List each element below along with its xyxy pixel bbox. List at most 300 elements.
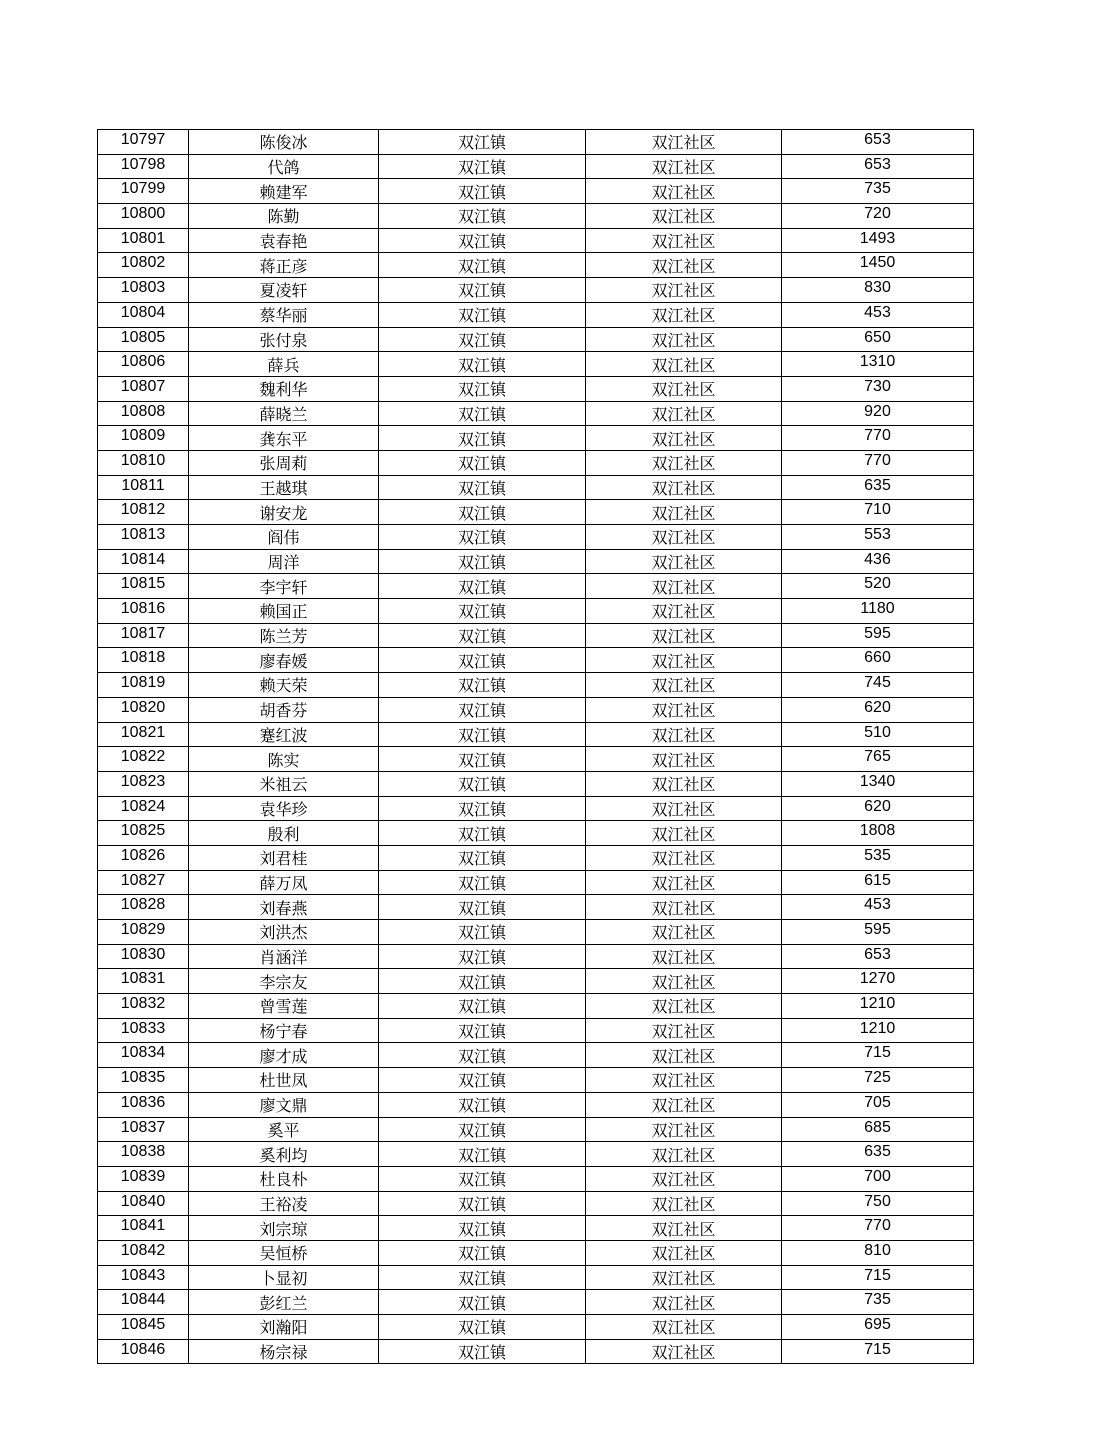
cell-community: 双江社区 bbox=[586, 944, 782, 969]
table-row bbox=[98, 1290, 974, 1315]
cell-id: 10805 bbox=[98, 327, 189, 352]
cell-town: 双江镇 bbox=[379, 426, 586, 451]
table-row bbox=[98, 1142, 974, 1167]
cell-name: 奚利均 bbox=[189, 1142, 379, 1167]
cell-id: 10836 bbox=[98, 1092, 189, 1117]
cell-community: 双江社区 bbox=[586, 1166, 782, 1191]
table-row bbox=[98, 228, 974, 253]
cell-community: 双江社区 bbox=[586, 648, 782, 673]
cell-community: 双江社区 bbox=[586, 1216, 782, 1241]
table-row bbox=[98, 599, 974, 624]
cell-id: 10802 bbox=[98, 253, 189, 278]
cell-town: 双江镇 bbox=[379, 228, 586, 253]
cell-community: 双江社区 bbox=[586, 549, 782, 574]
cell-id: 10839 bbox=[98, 1166, 189, 1191]
cell-id: 10826 bbox=[98, 845, 189, 870]
table-row bbox=[98, 154, 974, 179]
cell-amount: 436 bbox=[782, 549, 974, 574]
cell-town: 双江镇 bbox=[379, 450, 586, 475]
cell-amount: 1340 bbox=[782, 771, 974, 796]
table-row bbox=[98, 796, 974, 821]
cell-town: 双江镇 bbox=[379, 1216, 586, 1241]
cell-id: 10797 bbox=[98, 130, 189, 155]
cell-community: 双江社区 bbox=[586, 228, 782, 253]
table-row bbox=[98, 1216, 974, 1241]
cell-town: 双江镇 bbox=[379, 1315, 586, 1340]
cell-name: 殷利 bbox=[189, 821, 379, 846]
cell-amount: 653 bbox=[782, 154, 974, 179]
cell-name: 王裕凌 bbox=[189, 1191, 379, 1216]
table-row bbox=[98, 549, 974, 574]
cell-community: 双江社区 bbox=[586, 895, 782, 920]
cell-name: 吴恒桥 bbox=[189, 1240, 379, 1265]
cell-amount: 705 bbox=[782, 1092, 974, 1117]
cell-community: 双江社区 bbox=[586, 450, 782, 475]
cell-amount: 770 bbox=[782, 1216, 974, 1241]
cell-id: 10840 bbox=[98, 1191, 189, 1216]
cell-amount: 715 bbox=[782, 1043, 974, 1068]
table-row bbox=[98, 1315, 974, 1340]
cell-id: 10834 bbox=[98, 1043, 189, 1068]
table-row bbox=[98, 747, 974, 772]
cell-community: 双江社区 bbox=[586, 204, 782, 229]
cell-community: 双江社区 bbox=[586, 426, 782, 451]
cell-town: 双江镇 bbox=[379, 673, 586, 698]
cell-name: 刘春燕 bbox=[189, 895, 379, 920]
table-row bbox=[98, 673, 974, 698]
cell-name: 刘君桂 bbox=[189, 845, 379, 870]
cell-id: 10828 bbox=[98, 895, 189, 920]
cell-id: 10842 bbox=[98, 1240, 189, 1265]
cell-amount: 650 bbox=[782, 327, 974, 352]
table-row bbox=[98, 994, 974, 1019]
cell-id: 10806 bbox=[98, 352, 189, 377]
cell-amount: 1493 bbox=[782, 228, 974, 253]
cell-amount: 720 bbox=[782, 204, 974, 229]
cell-amount: 920 bbox=[782, 401, 974, 426]
cell-name: 陈实 bbox=[189, 747, 379, 772]
cell-name: 谢安龙 bbox=[189, 500, 379, 525]
table-row bbox=[98, 525, 974, 550]
cell-community: 双江社区 bbox=[586, 697, 782, 722]
cell-amount: 695 bbox=[782, 1315, 974, 1340]
table-row bbox=[98, 1117, 974, 1142]
cell-name: 廖文鼎 bbox=[189, 1092, 379, 1117]
cell-id: 10823 bbox=[98, 771, 189, 796]
cell-community: 双江社区 bbox=[586, 1092, 782, 1117]
cell-id: 10810 bbox=[98, 450, 189, 475]
cell-name: 刘洪杰 bbox=[189, 920, 379, 945]
cell-amount: 1210 bbox=[782, 1018, 974, 1043]
cell-name: 曾雪莲 bbox=[189, 994, 379, 1019]
cell-name: 袁春艳 bbox=[189, 228, 379, 253]
cell-name: 蒋正彦 bbox=[189, 253, 379, 278]
cell-community: 双江社区 bbox=[586, 1142, 782, 1167]
cell-id: 10819 bbox=[98, 673, 189, 698]
cell-id: 10825 bbox=[98, 821, 189, 846]
cell-name: 赖国正 bbox=[189, 599, 379, 624]
cell-name: 蔡华丽 bbox=[189, 302, 379, 327]
cell-id: 10801 bbox=[98, 228, 189, 253]
cell-community: 双江社区 bbox=[586, 673, 782, 698]
cell-id: 10831 bbox=[98, 969, 189, 994]
cell-community: 双江社区 bbox=[586, 1117, 782, 1142]
cell-town: 双江镇 bbox=[379, 1142, 586, 1167]
table-row bbox=[98, 204, 974, 229]
cell-town: 双江镇 bbox=[379, 500, 586, 525]
cell-community: 双江社区 bbox=[586, 969, 782, 994]
cell-town: 双江镇 bbox=[379, 1068, 586, 1093]
cell-community: 双江社区 bbox=[586, 747, 782, 772]
cell-town: 双江镇 bbox=[379, 475, 586, 500]
cell-amount: 1450 bbox=[782, 253, 974, 278]
cell-name: 卜显初 bbox=[189, 1265, 379, 1290]
table-row bbox=[98, 944, 974, 969]
cell-town: 双江镇 bbox=[379, 525, 586, 550]
cell-amount: 715 bbox=[782, 1265, 974, 1290]
cell-amount: 715 bbox=[782, 1339, 974, 1364]
table-row bbox=[98, 722, 974, 747]
cell-community: 双江社区 bbox=[586, 278, 782, 303]
cell-town: 双江镇 bbox=[379, 376, 586, 401]
cell-community: 双江社区 bbox=[586, 771, 782, 796]
cell-community: 双江社区 bbox=[586, 327, 782, 352]
cell-community: 双江社区 bbox=[586, 599, 782, 624]
cell-name: 彭红兰 bbox=[189, 1290, 379, 1315]
cell-amount: 1310 bbox=[782, 352, 974, 377]
cell-community: 双江社区 bbox=[586, 475, 782, 500]
table-row bbox=[98, 1240, 974, 1265]
cell-id: 10804 bbox=[98, 302, 189, 327]
cell-community: 双江社区 bbox=[586, 130, 782, 155]
cell-community: 双江社区 bbox=[586, 796, 782, 821]
cell-name: 杜世凤 bbox=[189, 1068, 379, 1093]
table-row bbox=[98, 821, 974, 846]
cell-town: 双江镇 bbox=[379, 599, 586, 624]
cell-name: 张付泉 bbox=[189, 327, 379, 352]
cell-town: 双江镇 bbox=[379, 1166, 586, 1191]
cell-community: 双江社区 bbox=[586, 821, 782, 846]
cell-id: 10830 bbox=[98, 944, 189, 969]
table-row bbox=[98, 1092, 974, 1117]
cell-town: 双江镇 bbox=[379, 1240, 586, 1265]
cell-town: 双江镇 bbox=[379, 722, 586, 747]
cell-amount: 595 bbox=[782, 623, 974, 648]
table-row bbox=[98, 278, 974, 303]
table-row bbox=[98, 253, 974, 278]
cell-town: 双江镇 bbox=[379, 130, 586, 155]
cell-id: 10799 bbox=[98, 179, 189, 204]
cell-town: 双江镇 bbox=[379, 179, 586, 204]
cell-town: 双江镇 bbox=[379, 204, 586, 229]
cell-community: 双江社区 bbox=[586, 994, 782, 1019]
cell-town: 双江镇 bbox=[379, 549, 586, 574]
cell-amount: 1210 bbox=[782, 994, 974, 1019]
cell-id: 10803 bbox=[98, 278, 189, 303]
cell-name: 陈勤 bbox=[189, 204, 379, 229]
cell-amount: 660 bbox=[782, 648, 974, 673]
cell-town: 双江镇 bbox=[379, 920, 586, 945]
cell-id: 10846 bbox=[98, 1339, 189, 1364]
cell-name: 魏利华 bbox=[189, 376, 379, 401]
table-row bbox=[98, 1339, 974, 1364]
cell-name: 肖涵洋 bbox=[189, 944, 379, 969]
cell-amount: 1180 bbox=[782, 599, 974, 624]
cell-community: 双江社区 bbox=[586, 302, 782, 327]
cell-id: 10798 bbox=[98, 154, 189, 179]
cell-community: 双江社区 bbox=[586, 1043, 782, 1068]
cell-name: 夏凌轩 bbox=[189, 278, 379, 303]
cell-community: 双江社区 bbox=[586, 525, 782, 550]
cell-town: 双江镇 bbox=[379, 697, 586, 722]
cell-town: 双江镇 bbox=[379, 845, 586, 870]
cell-amount: 520 bbox=[782, 574, 974, 599]
cell-amount: 735 bbox=[782, 179, 974, 204]
table-row bbox=[98, 500, 974, 525]
cell-amount: 1270 bbox=[782, 969, 974, 994]
table-row bbox=[98, 327, 974, 352]
cell-name: 杨宗禄 bbox=[189, 1339, 379, 1364]
cell-amount: 510 bbox=[782, 722, 974, 747]
cell-name: 薛万凤 bbox=[189, 870, 379, 895]
cell-town: 双江镇 bbox=[379, 1290, 586, 1315]
cell-community: 双江社区 bbox=[586, 179, 782, 204]
cell-id: 10815 bbox=[98, 574, 189, 599]
cell-amount: 700 bbox=[782, 1166, 974, 1191]
cell-id: 10832 bbox=[98, 994, 189, 1019]
cell-id: 10807 bbox=[98, 376, 189, 401]
cell-amount: 453 bbox=[782, 302, 974, 327]
cell-town: 双江镇 bbox=[379, 895, 586, 920]
cell-town: 双江镇 bbox=[379, 1191, 586, 1216]
cell-community: 双江社区 bbox=[586, 401, 782, 426]
cell-name: 薛晓兰 bbox=[189, 401, 379, 426]
cell-name: 阎伟 bbox=[189, 525, 379, 550]
table-row bbox=[98, 920, 974, 945]
table-row bbox=[98, 648, 974, 673]
cell-town: 双江镇 bbox=[379, 1339, 586, 1364]
cell-community: 双江社区 bbox=[586, 574, 782, 599]
cell-community: 双江社区 bbox=[586, 920, 782, 945]
cell-community: 双江社区 bbox=[586, 1018, 782, 1043]
cell-community: 双江社区 bbox=[586, 352, 782, 377]
cell-id: 10821 bbox=[98, 722, 189, 747]
cell-town: 双江镇 bbox=[379, 1043, 586, 1068]
cell-amount: 830 bbox=[782, 278, 974, 303]
cell-id: 10811 bbox=[98, 475, 189, 500]
cell-town: 双江镇 bbox=[379, 1265, 586, 1290]
cell-community: 双江社区 bbox=[586, 623, 782, 648]
table-row bbox=[98, 771, 974, 796]
cell-id: 10845 bbox=[98, 1315, 189, 1340]
table-row bbox=[98, 376, 974, 401]
cell-amount: 620 bbox=[782, 697, 974, 722]
cell-amount: 620 bbox=[782, 796, 974, 821]
table-row bbox=[98, 130, 974, 155]
cell-name: 代鸽 bbox=[189, 154, 379, 179]
cell-town: 双江镇 bbox=[379, 401, 586, 426]
cell-community: 双江社区 bbox=[586, 1339, 782, 1364]
cell-name: 陈俊冰 bbox=[189, 130, 379, 155]
cell-name: 刘瀚阳 bbox=[189, 1315, 379, 1340]
cell-community: 双江社区 bbox=[586, 722, 782, 747]
table-row bbox=[98, 475, 974, 500]
table-row bbox=[98, 401, 974, 426]
cell-town: 双江镇 bbox=[379, 771, 586, 796]
cell-community: 双江社区 bbox=[586, 1265, 782, 1290]
cell-id: 10838 bbox=[98, 1142, 189, 1167]
cell-amount: 770 bbox=[782, 450, 974, 475]
cell-id: 10814 bbox=[98, 549, 189, 574]
cell-id: 10818 bbox=[98, 648, 189, 673]
table-row bbox=[98, 845, 974, 870]
table-row bbox=[98, 352, 974, 377]
cell-town: 双江镇 bbox=[379, 1117, 586, 1142]
cell-name: 米祖云 bbox=[189, 771, 379, 796]
cell-id: 10816 bbox=[98, 599, 189, 624]
table-row bbox=[98, 1191, 974, 1216]
cell-name: 刘宗琼 bbox=[189, 1216, 379, 1241]
cell-town: 双江镇 bbox=[379, 352, 586, 377]
cell-name: 赖建军 bbox=[189, 179, 379, 204]
cell-amount: 535 bbox=[782, 845, 974, 870]
cell-name: 周洋 bbox=[189, 549, 379, 574]
table-row bbox=[98, 1265, 974, 1290]
cell-community: 双江社区 bbox=[586, 253, 782, 278]
cell-id: 10800 bbox=[98, 204, 189, 229]
cell-amount: 725 bbox=[782, 1068, 974, 1093]
records-table bbox=[97, 129, 974, 1364]
cell-name: 蹇红波 bbox=[189, 722, 379, 747]
table-row bbox=[98, 697, 974, 722]
cell-id: 10817 bbox=[98, 623, 189, 648]
cell-town: 双江镇 bbox=[379, 944, 586, 969]
cell-community: 双江社区 bbox=[586, 376, 782, 401]
cell-name: 李宇轩 bbox=[189, 574, 379, 599]
cell-name: 薛兵 bbox=[189, 352, 379, 377]
cell-amount: 615 bbox=[782, 870, 974, 895]
cell-community: 双江社区 bbox=[586, 1191, 782, 1216]
cell-amount: 653 bbox=[782, 944, 974, 969]
cell-id: 10833 bbox=[98, 1018, 189, 1043]
cell-id: 10820 bbox=[98, 697, 189, 722]
cell-id: 10835 bbox=[98, 1068, 189, 1093]
table-row bbox=[98, 895, 974, 920]
cell-amount: 1808 bbox=[782, 821, 974, 846]
cell-name: 赖天荣 bbox=[189, 673, 379, 698]
cell-id: 10812 bbox=[98, 500, 189, 525]
cell-amount: 750 bbox=[782, 1191, 974, 1216]
cell-community: 双江社区 bbox=[586, 870, 782, 895]
cell-amount: 685 bbox=[782, 1117, 974, 1142]
cell-town: 双江镇 bbox=[379, 278, 586, 303]
cell-town: 双江镇 bbox=[379, 302, 586, 327]
cell-amount: 653 bbox=[782, 130, 974, 155]
cell-town: 双江镇 bbox=[379, 1018, 586, 1043]
table-row bbox=[98, 1166, 974, 1191]
cell-id: 10843 bbox=[98, 1265, 189, 1290]
cell-town: 双江镇 bbox=[379, 623, 586, 648]
cell-community: 双江社区 bbox=[586, 500, 782, 525]
cell-town: 双江镇 bbox=[379, 327, 586, 352]
cell-name: 杜良朴 bbox=[189, 1166, 379, 1191]
cell-town: 双江镇 bbox=[379, 574, 586, 599]
cell-name: 袁华珍 bbox=[189, 796, 379, 821]
cell-name: 张周莉 bbox=[189, 450, 379, 475]
records-table-body bbox=[98, 130, 974, 1364]
cell-id: 10824 bbox=[98, 796, 189, 821]
cell-name: 廖才成 bbox=[189, 1043, 379, 1068]
cell-amount: 635 bbox=[782, 475, 974, 500]
table-row bbox=[98, 574, 974, 599]
cell-name: 龚东平 bbox=[189, 426, 379, 451]
cell-id: 10808 bbox=[98, 401, 189, 426]
cell-name: 李宗友 bbox=[189, 969, 379, 994]
cell-amount: 453 bbox=[782, 895, 974, 920]
table-row bbox=[98, 1068, 974, 1093]
cell-name: 陈兰芳 bbox=[189, 623, 379, 648]
cell-community: 双江社区 bbox=[586, 1315, 782, 1340]
cell-id: 10841 bbox=[98, 1216, 189, 1241]
cell-community: 双江社区 bbox=[586, 1068, 782, 1093]
cell-id: 10837 bbox=[98, 1117, 189, 1142]
cell-name: 杨宁春 bbox=[189, 1018, 379, 1043]
cell-town: 双江镇 bbox=[379, 648, 586, 673]
cell-town: 双江镇 bbox=[379, 994, 586, 1019]
cell-amount: 730 bbox=[782, 376, 974, 401]
cell-town: 双江镇 bbox=[379, 969, 586, 994]
cell-name: 奚平 bbox=[189, 1117, 379, 1142]
table-row bbox=[98, 302, 974, 327]
cell-amount: 745 bbox=[782, 673, 974, 698]
cell-town: 双江镇 bbox=[379, 796, 586, 821]
cell-town: 双江镇 bbox=[379, 821, 586, 846]
table-row bbox=[98, 870, 974, 895]
cell-town: 双江镇 bbox=[379, 870, 586, 895]
table-row bbox=[98, 1043, 974, 1068]
cell-town: 双江镇 bbox=[379, 747, 586, 772]
cell-id: 10813 bbox=[98, 525, 189, 550]
cell-community: 双江社区 bbox=[586, 154, 782, 179]
cell-name: 王越琪 bbox=[189, 475, 379, 500]
cell-id: 10844 bbox=[98, 1290, 189, 1315]
cell-amount: 553 bbox=[782, 525, 974, 550]
cell-amount: 770 bbox=[782, 426, 974, 451]
cell-amount: 635 bbox=[782, 1142, 974, 1167]
cell-id: 10809 bbox=[98, 426, 189, 451]
cell-community: 双江社区 bbox=[586, 1240, 782, 1265]
table-row bbox=[98, 426, 974, 451]
table-row bbox=[98, 1018, 974, 1043]
table-row bbox=[98, 450, 974, 475]
cell-id: 10829 bbox=[98, 920, 189, 945]
cell-community: 双江社区 bbox=[586, 1290, 782, 1315]
table-row bbox=[98, 179, 974, 204]
cell-name: 廖春媛 bbox=[189, 648, 379, 673]
table-row bbox=[98, 969, 974, 994]
cell-community: 双江社区 bbox=[586, 845, 782, 870]
cell-amount: 765 bbox=[782, 747, 974, 772]
cell-amount: 710 bbox=[782, 500, 974, 525]
cell-amount: 735 bbox=[782, 1290, 974, 1315]
cell-name: 胡香芬 bbox=[189, 697, 379, 722]
cell-id: 10822 bbox=[98, 747, 189, 772]
cell-town: 双江镇 bbox=[379, 154, 586, 179]
cell-id: 10827 bbox=[98, 870, 189, 895]
table-row bbox=[98, 623, 974, 648]
cell-amount: 810 bbox=[782, 1240, 974, 1265]
cell-town: 双江镇 bbox=[379, 253, 586, 278]
